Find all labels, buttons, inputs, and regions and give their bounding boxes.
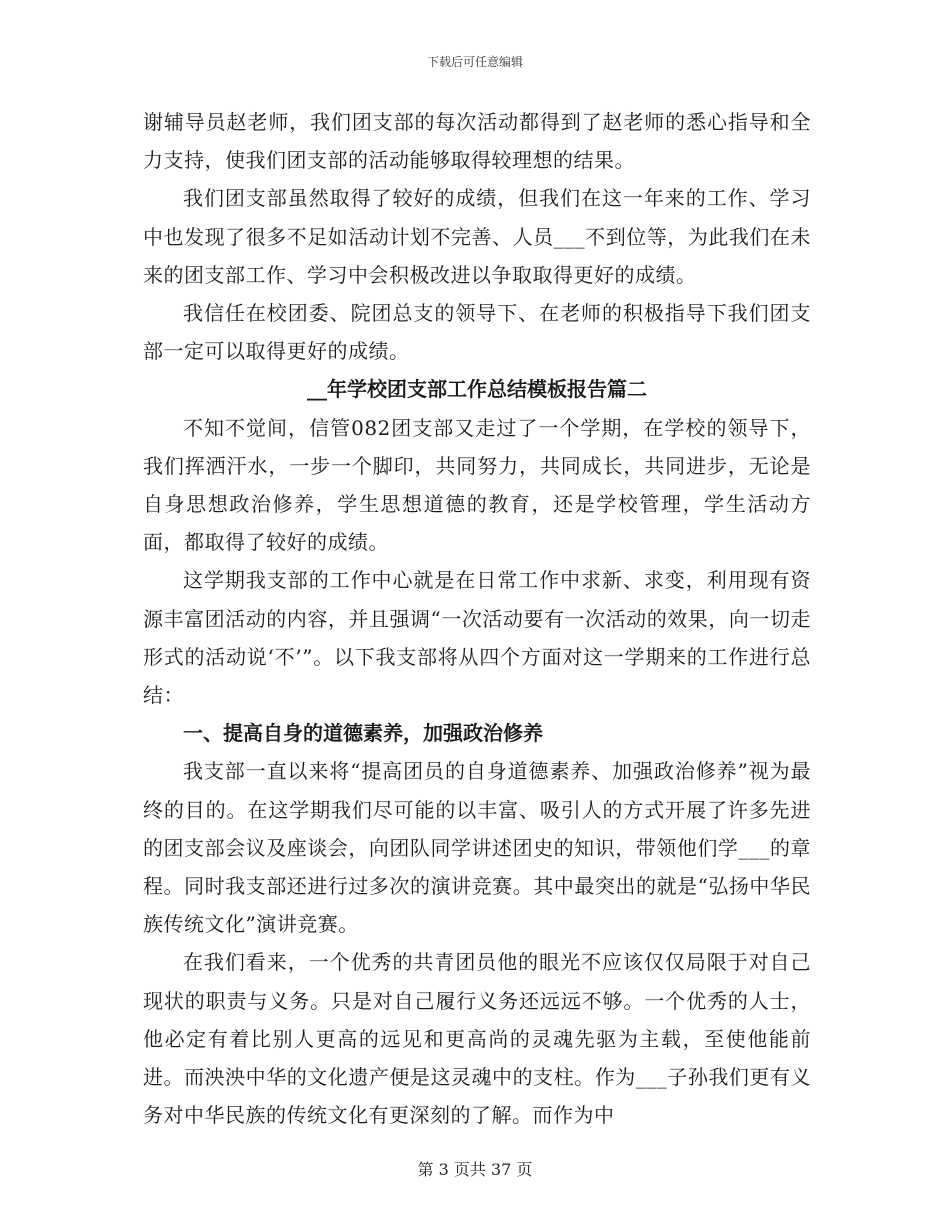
paragraph: 我们团支部虽然取得了较好的成绩，但我们在这一年来的工作、学习中也发现了很多不足如活动计划不完善、人员___不到位等，为此我们在未来的团支部工作、学习中会积极改进以争取取得更好的成绩。: [143, 186, 811, 287]
paragraph: 这学期我支部的工作中心就是在日常工作中求新、求变，利用现有资源丰富团活动的内容，并且强调“一次活动要有一次活动的效果，向一切走形式的活动说‘不’”。以下我支部将从四个方面对这一学期来的工作进行总结：: [143, 568, 811, 708]
subheading: 一、提高自身的道德素养，加强政治修养: [183, 721, 543, 746]
paragraph: 我支部一直以来将“提高团员的自身道德素养、加强政治修养”视为最终的目的。在这学期我们尽可能的以丰富、吸引人的方式开展了许多先进的团支部会议及座谈会，向团队同学讲述团史的知识，带领他们学___的章程。同时我支部还进行过多次的演讲竞赛。其中最突出的就是“弘扬中华民族传统文化”演讲竞赛。: [143, 759, 811, 937]
page-number: 第 3 页共 37 页: [417, 1160, 533, 1179]
section-title: __年学校团支部工作总结模板报告篇二: [307, 377, 647, 402]
paragraph: 我信任在校团委、院团总支的领导下、在老师的积极指导下我们团支部一定可以取得更好的成绩。: [143, 301, 811, 364]
page-header: 下载后可任意编辑: [426, 55, 523, 69]
paragraph-continuation: 谢辅导员赵老师，我们团支部的每次活动都得到了赵老师的悉心指导和全力支持，使我们团支部的活动能够取得较理想的结果。: [143, 110, 811, 173]
document-body: [143, 103, 811, 1134]
paragraph: 不知不觉间，信管082团支部又走过了一个学期，在学校的领导下，我们挥洒汗水，一步一个脚印，共同努力，共同成长，共同进步，无论是自身思想政治修养，学生思想道德的教育，还是学校管理，学生活动方面，都取得了较好的成绩。: [143, 415, 811, 555]
paragraph: 在我们看来，一个优秀的共青团员他的眼光不应该仅仅局限于对自己现状的职责与义务。只是对自己履行义务还远远不够。一个优秀的人士，他必定有着比别人更高的远见和更高尚的灵魂先驱为主载，至使他能前进。而泱泱中华的文化遗产便是这灵魂中的支柱。作为___子孙我们更有义务对中华民族的传统文化有更深刻的了解。而作为中: [143, 950, 811, 1128]
